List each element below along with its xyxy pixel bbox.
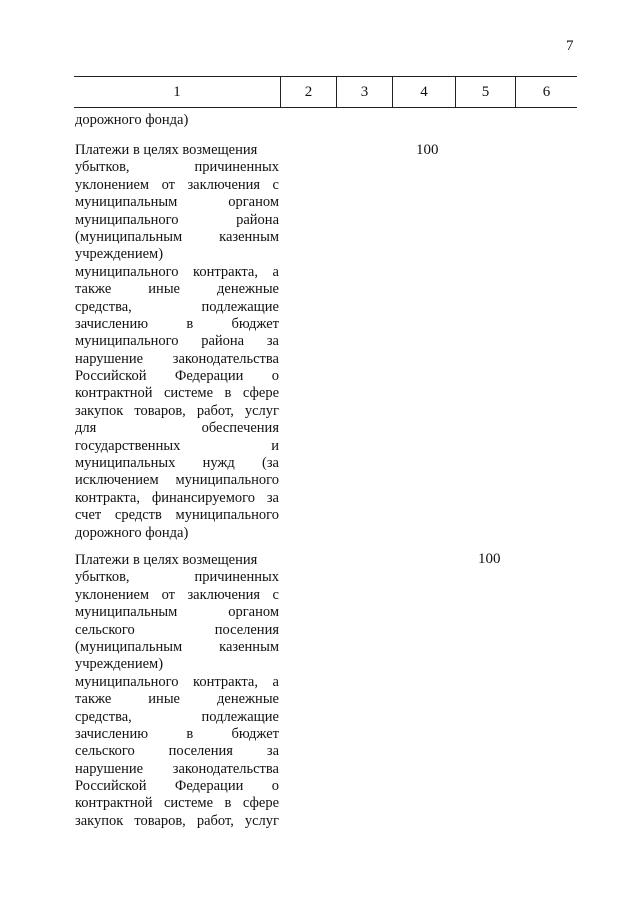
text-line: исключением муниципального	[75, 472, 279, 489]
text-line: муниципального контракта, а	[75, 263, 279, 280]
text-line: учреждением)	[75, 246, 164, 263]
text-line: Российской Федерации о	[75, 368, 279, 385]
row-b-value-column-5: 100	[478, 551, 501, 567]
column-header-3: 3	[337, 77, 393, 107]
text-line: средства, подлежащие	[75, 708, 279, 725]
column-header-1: 1	[74, 77, 281, 107]
text-line: сельского поселения за	[75, 743, 279, 760]
text-line: муниципальным органом	[75, 604, 279, 621]
text-line: нарушение законодательства	[75, 760, 279, 777]
text-line: Платежи в целях возмещения	[75, 142, 258, 158]
text-line: счет средств муниципального	[75, 507, 279, 524]
column-header-5: 5	[456, 77, 516, 107]
text-line: государственных и	[75, 437, 279, 454]
text-line: уклонением от заключения с	[75, 176, 279, 193]
text-line: нарушение законодательства	[75, 350, 279, 367]
text-line: контракта, финансируемого за	[75, 489, 279, 506]
text-line: уклонением от заключения с	[75, 586, 279, 603]
column-header-2: 2	[281, 77, 337, 107]
text-line: муниципального района за	[75, 333, 279, 350]
text-line: дорожного фонда)	[75, 112, 189, 128]
row-b-description	[75, 552, 279, 830]
text-line: дорожного фонда)	[75, 524, 189, 541]
text-line: зачислению в бюджет	[75, 725, 279, 742]
text-line: муниципального района	[75, 211, 279, 228]
text-line: (муниципальным казенным	[75, 228, 279, 245]
page-number: 7	[566, 38, 574, 54]
text-line: контрактной системе в сфере	[75, 795, 279, 812]
text-line: Российской Федерации о	[75, 778, 279, 795]
text-line: муниципального контракта, а	[75, 673, 279, 690]
row-a-value-column-4: 100	[416, 142, 439, 158]
text-line: муниципальным органом	[75, 194, 279, 211]
table-header	[74, 76, 577, 108]
text-line: зачислению в бюджет	[75, 315, 279, 332]
column-header-6: 6	[542, 83, 551, 100]
text-line: контрактной системе в сфере	[75, 385, 279, 402]
text-line: муниципальных нужд (за	[75, 455, 279, 472]
text-line: сельского поселения	[75, 621, 279, 638]
text-line: для обеспечения	[75, 420, 279, 437]
row-a-description	[75, 142, 279, 542]
continuation-text	[75, 112, 279, 129]
text-line: убытков, причиненных	[75, 569, 279, 586]
text-line: также иные денежные	[75, 281, 279, 298]
text-line: закупок товаров, работ, услуг	[75, 812, 279, 829]
text-line: средства, подлежащие	[75, 298, 279, 315]
text-line: Платежи в целях возмещения	[75, 552, 258, 568]
text-line: закупок товаров, работ, услуг	[75, 402, 279, 419]
text-line: также иные денежные	[75, 691, 279, 708]
text-line: (муниципальным казенным	[75, 638, 279, 655]
text-line: учреждением)	[75, 656, 164, 673]
text-line: убытков, причиненных	[75, 159, 279, 176]
column-header-4: 4	[393, 77, 456, 107]
